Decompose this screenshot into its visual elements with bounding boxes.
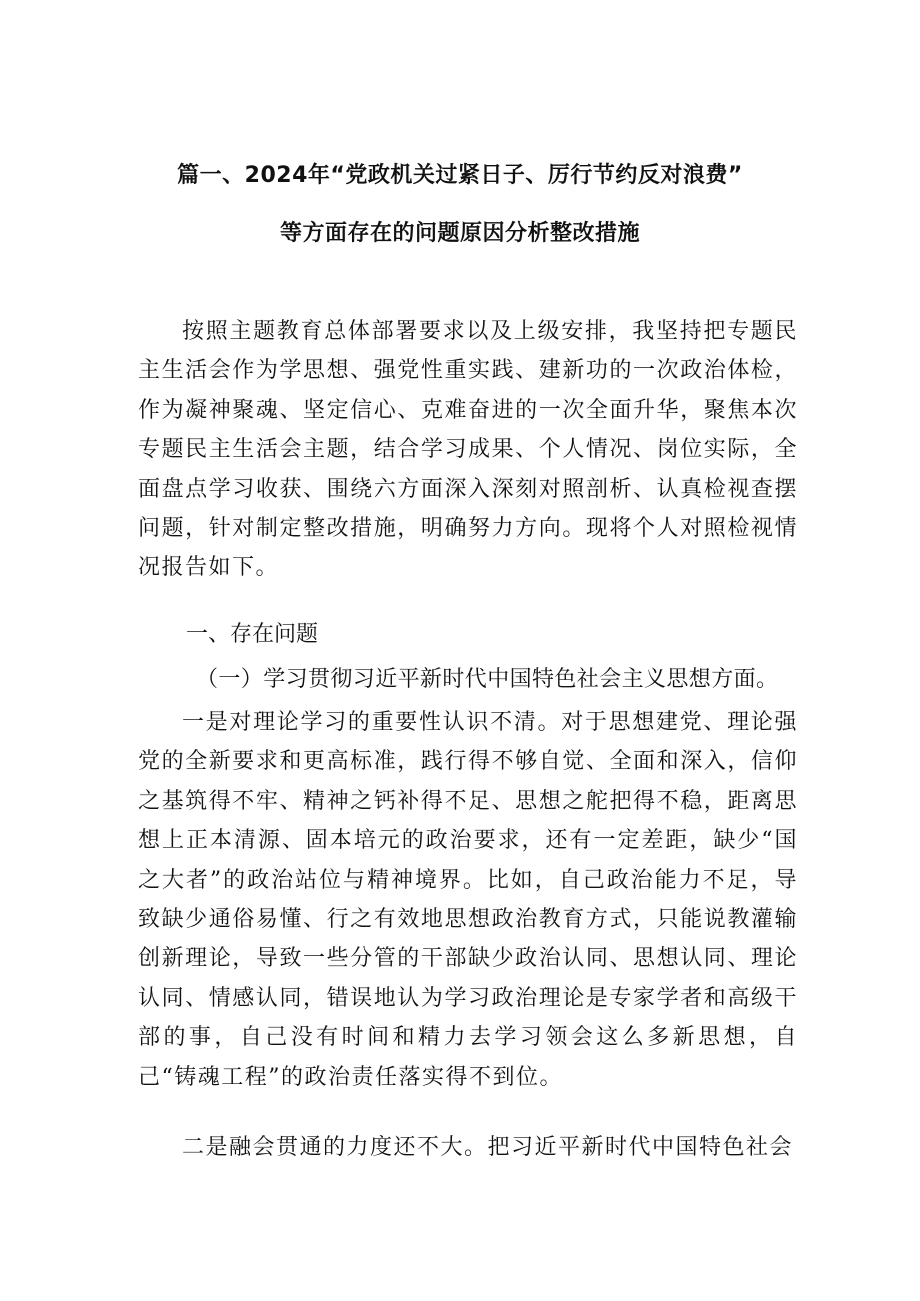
document-title-line-2: 等方面存在的问题原因分析整改措施 [279, 221, 640, 246]
section-heading: 一、存在问题 [186, 622, 319, 647]
subsection-heading: （一）学习贯彻习近平新时代中国特色社会主义思想方面。 [196, 667, 779, 692]
paragraph-point-one: 一是对理论学习的重要性认识不清。对于思想建党、理论强党的全新要求和更高标准，践行得不够自觉、全面和深入，信仰之基筑得不牢、精神之钙补得不足、思想之舵把得不稳，距离思想上正本清源、固本培元的政治要求，还有一定差距，缺少“国之大者”的政治站位与精神境界。比如，自己政治能力不足，导致缺少通俗易懂、行之有效地思想政治教育方式，只能说教灌输创新理论，导致一些分管的干部缺少政治认同、思想认同、理论认同、情感认同，错误地认为学习政治理论是专家学者和高级干部的事，自己没有时间和精力去学习领会这么多新思想，自己“铸魂工程”的政治责任落实得不到位。 [138, 710, 798, 1090]
document-title-line-1: 篇一、2024年“党政机关过紧日子、厉行节约反对浪费” [177, 163, 743, 188]
paragraph-point-two: 二是融会贯通的力度还不大。把习近平新时代中国特色社会 [182, 1135, 794, 1160]
intro-paragraph: 按照主题教育总体部署要求以及上级安排，我坚持把专题民主生活会作为学思想、强党性重实践、建新功的一次政治体检，作为凝神聚魂、坚定信心、克难奋进的一次全面升华，聚焦本次专题民主生活会主题，结合学习成果、个人情况、岗位实际，全面盘点学习收获、围绕六方面深入深刻对照剖析、认真检视查摆问题，针对制定整改措施，明确努力方向。现将个人对照检视情况报告如下。 [138, 319, 798, 581]
